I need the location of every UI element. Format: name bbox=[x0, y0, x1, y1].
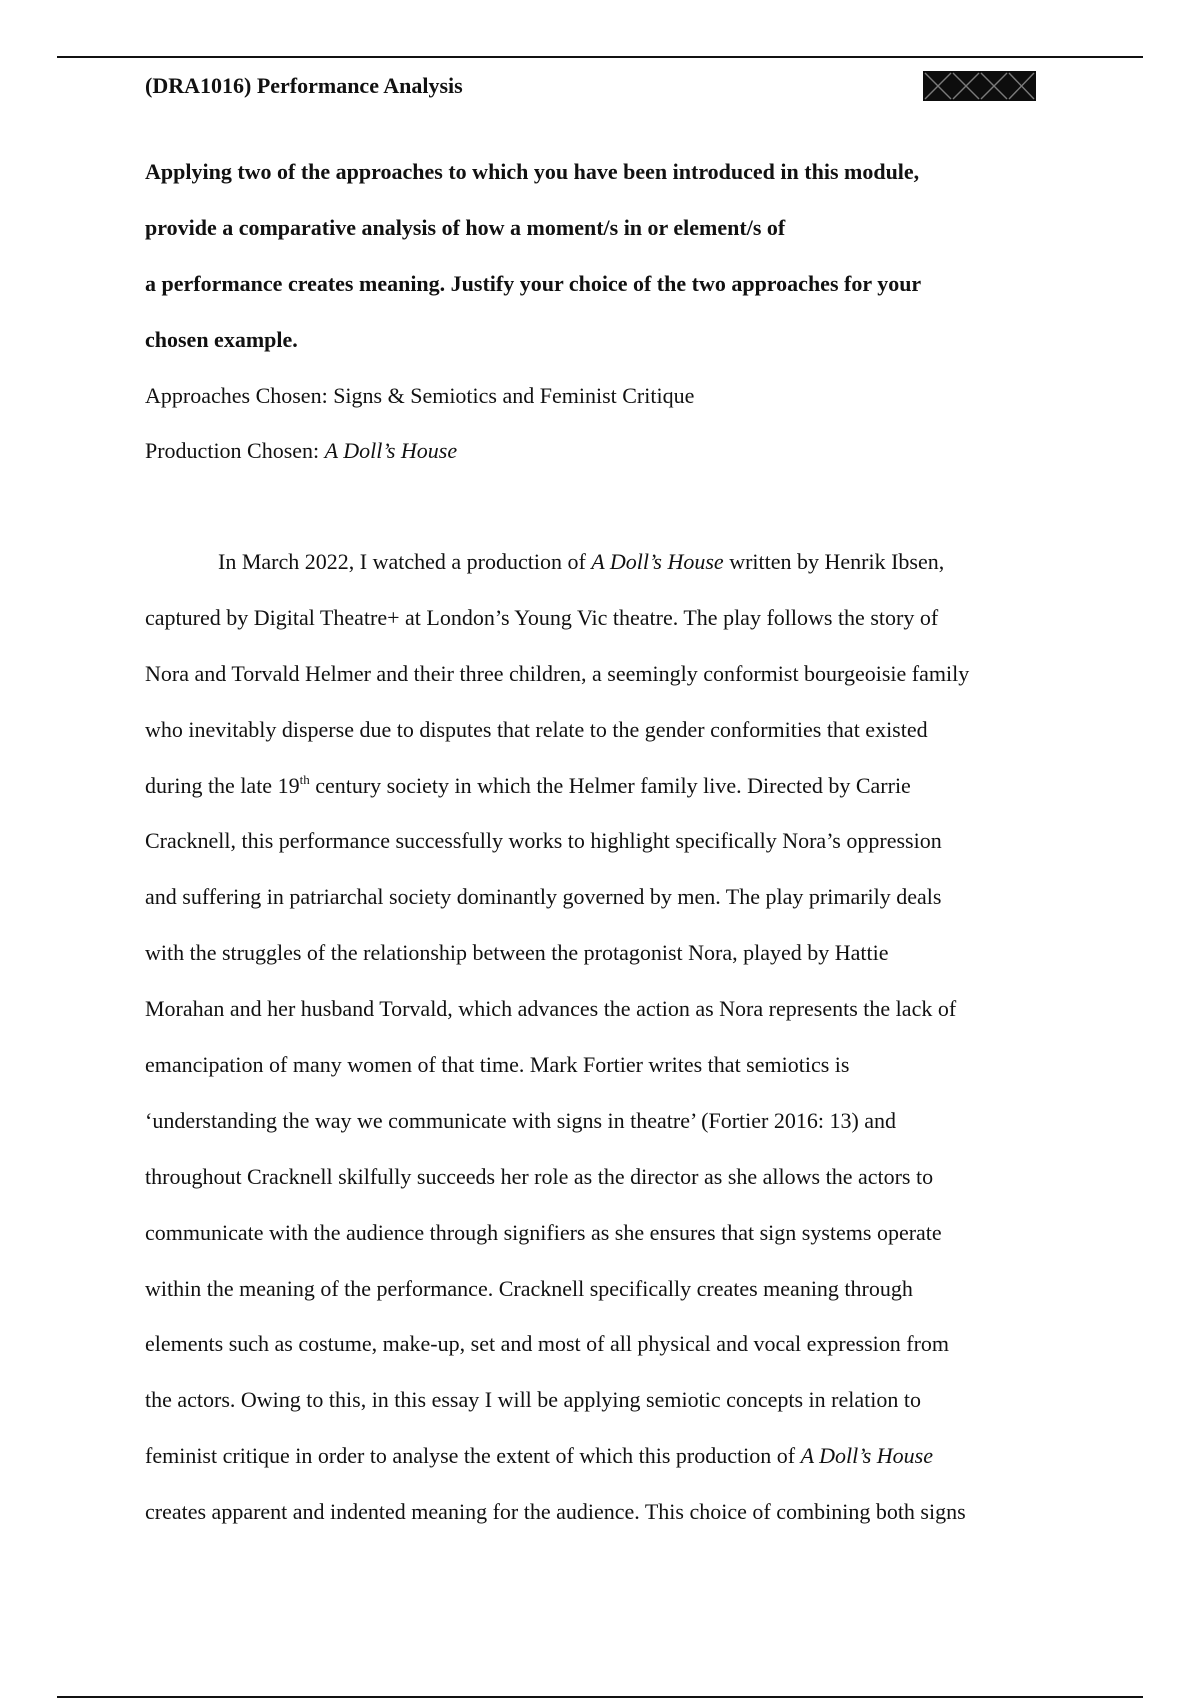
body-line: throughout Cracknell skilfully succeeds her role as the director as she allows the actors to bbox=[145, 1163, 934, 1189]
footer-rule bbox=[57, 1696, 1143, 1698]
body-line: with the struggles of the relationship between the protagonist Nora, played by Hattie bbox=[145, 940, 889, 966]
approaches-label: Approaches Chosen: bbox=[145, 383, 334, 408]
production-value: A Doll’s House bbox=[324, 438, 458, 463]
body-text-run: century society in which the Helmer family live. Directed by Carrie bbox=[309, 772, 911, 798]
prompt-line: chosen example. bbox=[145, 327, 298, 352]
body-line bbox=[145, 548, 1075, 604]
body-line: ‘understanding the way we communicate with signs in theatre’ (Fortier 2016: 13) and bbox=[145, 1107, 897, 1133]
play-title: A Doll’s House bbox=[800, 1443, 933, 1469]
redaction-box bbox=[923, 71, 1036, 101]
ordinal-superscript: th bbox=[299, 771, 310, 787]
essay-prompt bbox=[145, 158, 1065, 382]
body-line: and suffering in patriarchal society dominantly governed by men. The play primarily deals bbox=[145, 884, 942, 910]
play-title: A Doll’s House bbox=[591, 549, 724, 574]
body-text-run: In March 2022, I watched a production of bbox=[218, 549, 592, 574]
approaches-line bbox=[145, 382, 694, 437]
body-line: captured by Digital Theatre+ at London’s Young Vic theatre. The play follows the story of bbox=[145, 604, 939, 630]
essay-meta bbox=[145, 382, 694, 492]
redaction-pattern bbox=[923, 71, 1036, 101]
essay-body bbox=[145, 548, 1075, 1554]
body-line: communicate with the audience through signifiers as she ensures that sign systems operate bbox=[145, 1219, 942, 1245]
body-text-run: feminist critique in order to analyse the extent of which this production of bbox=[145, 1443, 801, 1469]
body-text-run: during the late 19 bbox=[145, 772, 300, 798]
body-line: Morahan and her husband Torvald, which advances the action as Nora represents the lack of bbox=[145, 996, 957, 1022]
body-line: creates apparent and indented meaning for the audience. This choice of combining both signs bbox=[145, 1499, 966, 1525]
body-line: emancipation of many women of that time. Mark Fortier writes that semiotics is bbox=[145, 1052, 850, 1078]
body-line: who inevitably disperse due to disputes that relate to the gender conformities that existed bbox=[145, 716, 928, 742]
prompt-line: a performance creates meaning. Justify your choice of the two approaches for your bbox=[145, 271, 922, 296]
body-text-run: written by Henrik Ibsen, bbox=[723, 549, 945, 574]
production-label: Production Chosen: bbox=[145, 438, 325, 463]
body-line: Nora and Torvald Helmer and their three children, a seemingly conformist bourgeoisie family bbox=[145, 660, 970, 686]
body-line bbox=[145, 1442, 1075, 1498]
body-line bbox=[145, 772, 1075, 828]
header-rule bbox=[57, 56, 1143, 58]
body-line: Cracknell, this performance successfully works to highlight specifically Nora’s oppression bbox=[145, 828, 942, 854]
prompt-line: provide a comparative analysis of how a moment/s in or element/s of bbox=[145, 215, 786, 240]
body-line: the actors. Owing to this, in this essay I will be applying semiotic concepts in relation to bbox=[145, 1387, 921, 1413]
body-line: elements such as costume, make-up, set and most of all physical and vocal expression from bbox=[145, 1331, 950, 1357]
prompt-line: Applying two of the approaches to which you have been introduced in this module, bbox=[145, 159, 920, 184]
course-title: (DRA1016) Performance Analysis bbox=[145, 73, 463, 98]
body-line: within the meaning of the performance. Cracknell specifically creates meaning through bbox=[145, 1275, 913, 1301]
production-line bbox=[145, 437, 694, 492]
approaches-value: Signs & Semiotics and Feminist Critique bbox=[333, 383, 695, 408]
